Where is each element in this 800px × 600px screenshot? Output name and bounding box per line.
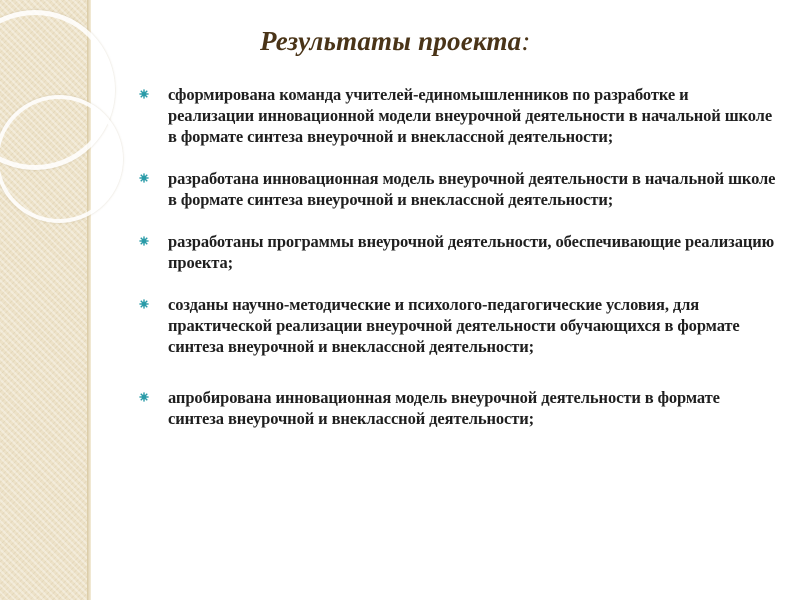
title-text: Результаты проекта xyxy=(260,26,522,56)
list-item xyxy=(138,84,778,147)
slide-title xyxy=(260,26,660,57)
list-item-text: сформирована команда учителей-единомышленников по разработке и реализации инновационной модели внеурочной деятельности в начальной школе в формате синтеза внеурочной и внеклассной деятельности; xyxy=(168,85,773,146)
decorative-ring-small xyxy=(0,95,123,223)
list-item-text: апробирована инновационная модель внеурочной деятельности в формате синтеза внеурочной и внеклассной деятельности; xyxy=(168,388,720,428)
list-item xyxy=(138,231,778,273)
sunburst-bullet-icon xyxy=(139,392,149,402)
list-item xyxy=(138,168,778,210)
list-item xyxy=(138,294,778,357)
list-item xyxy=(138,387,778,429)
list-item-text: разработаны программы внеурочной деятельности, обеспечивающие реализацию проекта; xyxy=(168,232,775,272)
sunburst-bullet-icon xyxy=(139,173,149,183)
results-list xyxy=(138,84,778,429)
list-item-text: созданы научно-методические и психолого-педагогические условия, для практической реализации внеурочной деятельности обучающихся в формате синтеза внеурочной и внеклассной деятельности; xyxy=(168,295,740,356)
sunburst-bullet-icon xyxy=(139,89,149,99)
sunburst-bullet-icon xyxy=(139,236,149,246)
title-colon: : xyxy=(521,26,531,56)
sunburst-bullet-icon xyxy=(139,299,149,309)
list-item-text: разработана инновационная модель внеурочной деятельности в начальной школе в формате синтеза внеурочной и внеклассной деятельности; xyxy=(168,169,776,209)
